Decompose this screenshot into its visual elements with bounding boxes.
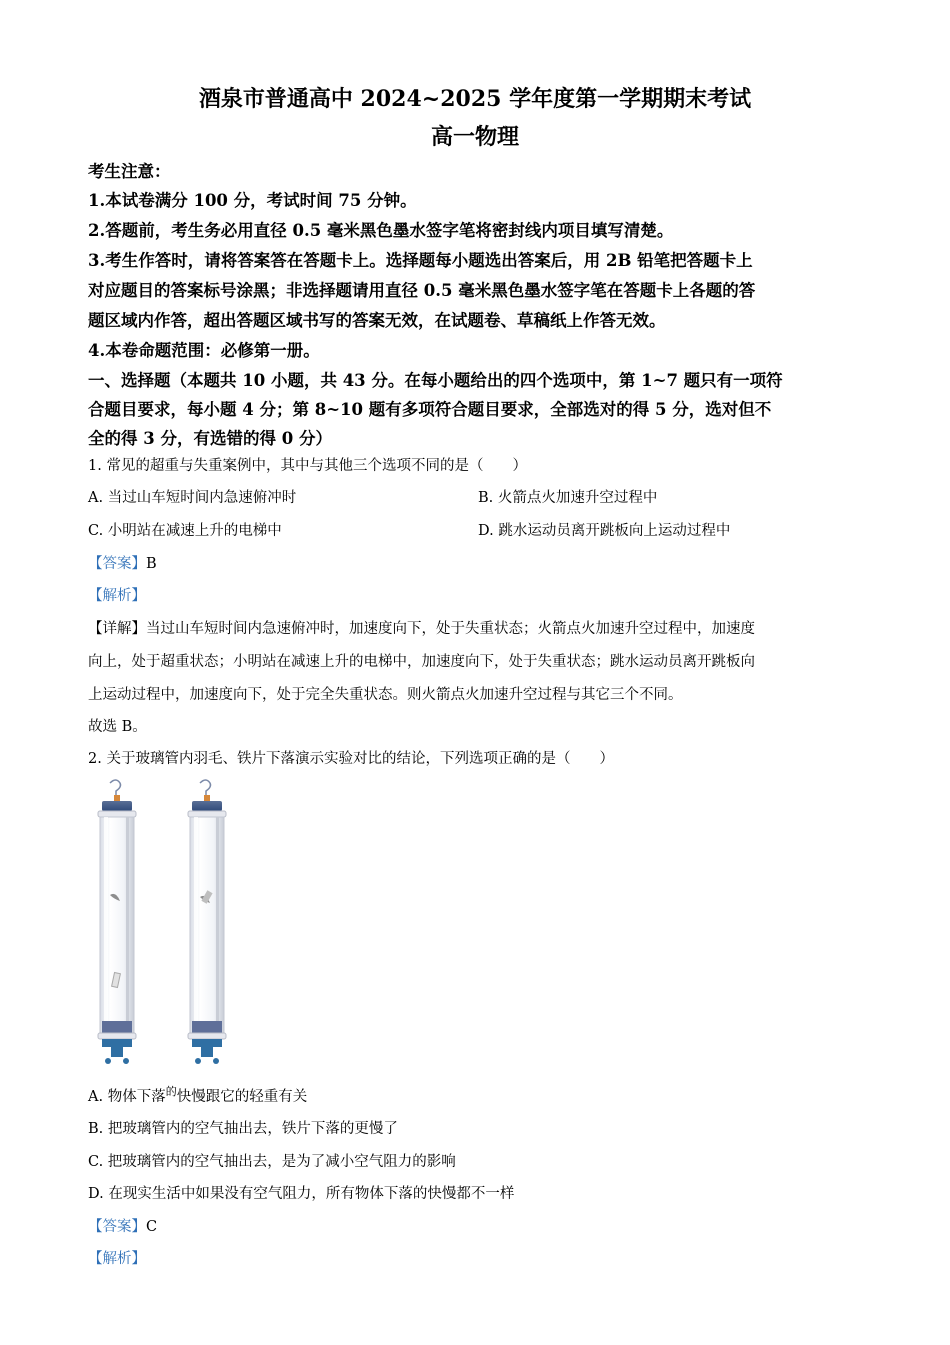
option-a-text-1: A. 物体下落 [88,1089,166,1105]
q1-option-d: D. 跳水运动员离开跳板向上运动过程中 [478,523,731,539]
notice-line-1: 1.本试卷满分 100 分，考试时间 75 分钟。 [88,191,417,210]
subject-title: 高一物理 [430,124,519,150]
exam-title: 酒泉市普通高中 2024~2025 学年度第一学期期末考试 [198,86,752,112]
notice-line-3c: 题区域内作答，超出答题区域书写的答案无效，在试题卷、草稿纸上作答无效。 [88,311,666,330]
tube-with-air [98,780,136,1064]
q2-option-b: B. 把玻璃管内的空气抽出去，铁片下落的更慢了 [88,1121,398,1137]
answer-tag: 【答案】 [88,1219,146,1235]
answer-tag: 【答案】 [88,556,146,572]
q1-analysis-tag: 【解析】 [88,588,146,604]
section-heading-a: 一、选择题（本题共 10 小题，共 43 分。在每小题给出的四个选项中，第 1~7 题只有一项符 [88,371,783,390]
q1-option-b: B. 火箭点火加速升空过程中 [478,490,658,506]
option-a-text-3: 快慢跟它的轻重有关 [176,1089,308,1105]
q2-answer [88,1216,157,1238]
notice-line-3a: 3.考生作答时，请将答案答在答题卡上。选择题每小题选出答案后，用 2B 铅笔把答题卡上 [88,251,753,270]
q2-stem: 2. 关于玻璃管内羽毛、铁片下落演示实验对比的结论，下列选项正确的是（ ） [88,751,614,767]
glass-tube-experiment-figure [80,775,250,1075]
q2-analysis-tag: 【解析】 [88,1251,146,1267]
q2-option-d: D. 在现实生活中如果没有空气阻力，所有物体下落的快慢都不一样 [88,1186,515,1202]
notice-heading: 考生注意： [88,162,171,181]
q2-option-c: C. 把玻璃管内的空气抽出去，是为了减小空气阻力的影响 [88,1154,456,1170]
detail-text: 当过山车短时间内急速俯冲时，加速度向下，处于失重状态；火箭点火加速升空过程中，加速度 [146,621,755,637]
answer-value: B [146,556,157,572]
notice-line-2: 2.答题前，考生务必用直径 0.5 毫米黑色墨水签字笔将密封线内项目填写清楚。 [88,221,674,240]
option-a-text-2: 的 [165,1085,177,1098]
q2-option-a [88,1086,307,1109]
q1-option-a: A. 当过山车短时间内急速俯冲时 [88,490,297,506]
q1-detail-line-3: 上运动过程中，加速度向下，处于完全失重状态。则火箭点火加速升空过程与其它三个不同。 [88,687,683,703]
q1-option-c: C. 小明站在减速上升的电梯中 [88,523,282,539]
q1-answer [88,553,157,575]
section-heading-b: 合题目要求，每小题 4 分；第 8~10 题有多项符合题目要求，全部选对的得 5 分，选对但不 [88,400,772,419]
q1-detail-line-2: 向上，处于超重状态；小明站在减速上升的电梯中，加速度向下，处于失重状态；跳水运动员离开跳板向 [88,654,755,670]
tube-vacuum [188,780,226,1064]
q1-stem: 1. 常见的超重与失重案例中，其中与其他三个选项不同的是（ ） [88,458,527,474]
answer-value: C [146,1219,158,1235]
q1-conclusion: 故选 B。 [88,719,147,735]
detail-tag: 【详解】 [88,621,146,637]
notice-line-4: 4.本卷命题范围：必修第一册。 [88,341,320,360]
notice-line-3b: 对应题目的答案标号涂黑；非选择题请用直径 0.5 毫米黑色墨水签字笔在答题卡上各题的答 [88,281,756,300]
section-heading-c: 全的得 3 分，有选错的得 0 分） [88,429,332,448]
q1-detail-line-1 [88,618,755,640]
